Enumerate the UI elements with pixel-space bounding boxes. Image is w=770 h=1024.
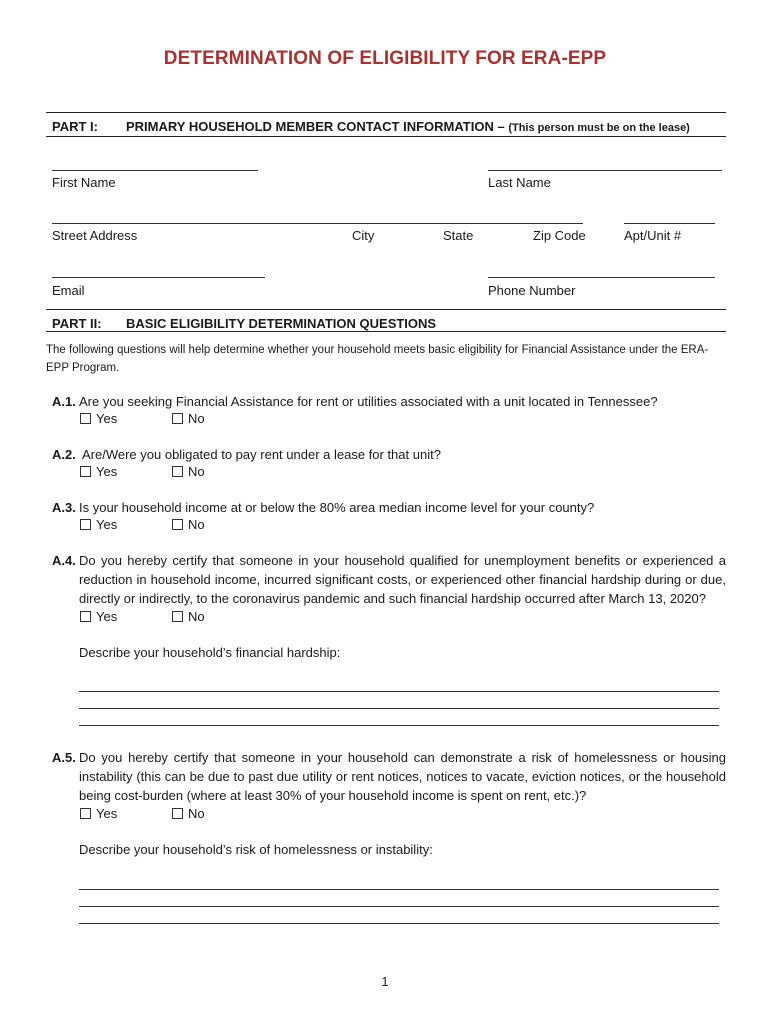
option-label: Yes xyxy=(96,411,118,426)
part1-note: (This person must be on the lease) xyxy=(508,122,690,134)
a1-yes-checkbox[interactable] xyxy=(80,411,117,426)
question-a4-text: Do you hereby certify that someone in your household qualified for unemployment benefits or experienced a reduction in household income, incurred significant costs, or experienced other financial hardship during or due, directly or indirectly, to the coronavirus pandemic and such financial hardship occurred after March 13, 2020? xyxy=(79,553,726,606)
a4-yes-checkbox[interactable] xyxy=(80,609,117,624)
a1-no-checkbox[interactable] xyxy=(172,411,205,426)
section-divider xyxy=(46,136,726,137)
a2-yes-checkbox[interactable] xyxy=(80,464,117,479)
section-divider xyxy=(46,112,726,113)
question-a3-text: Is your household income at or below the 80% area median income level for your county? xyxy=(79,500,595,515)
checkbox-icon xyxy=(80,519,91,530)
part2-intro: The following questions will help determine whether your household meets basic eligibility for Financial Assistance under the ERA-EPP Program. xyxy=(46,344,709,374)
apt-unit-field[interactable] xyxy=(624,223,715,224)
a4-no-checkbox[interactable] xyxy=(172,609,205,624)
a5-no-checkbox[interactable] xyxy=(172,806,205,821)
part2-title: BASIC ELIGIBILITY DETERMINATION QUESTIONS xyxy=(126,316,437,331)
a3-no-checkbox[interactable] xyxy=(172,517,205,532)
checkbox-icon xyxy=(80,611,91,622)
a5-yes-checkbox[interactable] xyxy=(80,806,117,821)
option-label: No xyxy=(188,411,205,426)
a4-response-line[interactable] xyxy=(79,725,719,726)
checkbox-icon xyxy=(172,611,183,622)
question-number: A.3. xyxy=(52,500,76,515)
section-divider xyxy=(46,331,726,332)
checkbox-icon xyxy=(172,519,183,530)
a5-response-line[interactable] xyxy=(79,923,719,924)
a4-response-line[interactable] xyxy=(79,708,719,709)
phone-label: Phone Number xyxy=(488,283,576,298)
option-label: Yes xyxy=(96,517,118,532)
question-number: A.2. xyxy=(52,447,76,462)
question-number: A.1. xyxy=(52,394,76,409)
address-field[interactable] xyxy=(52,223,583,224)
option-label: No xyxy=(188,806,205,821)
first-name-label: First Name xyxy=(52,175,116,190)
checkbox-icon xyxy=(80,413,91,424)
checkbox-icon xyxy=(80,466,91,477)
part2-label: PART II: xyxy=(52,316,102,331)
city-label: City xyxy=(352,228,375,243)
question-a2-text: Are/Were you obligated to pay rent under a lease for that unit? xyxy=(82,447,441,462)
option-label: Yes xyxy=(96,609,118,624)
checkbox-icon xyxy=(172,808,183,819)
email-field[interactable] xyxy=(52,277,265,278)
option-label: No xyxy=(188,517,205,532)
a5-response-line[interactable] xyxy=(79,906,719,907)
question-number: A.5. xyxy=(52,750,76,765)
option-label: Yes xyxy=(96,806,118,821)
email-label: Email xyxy=(52,283,85,298)
apt-unit-label: Apt/Unit # xyxy=(624,228,682,243)
page-number: 1 xyxy=(381,974,389,989)
a4-response-line[interactable] xyxy=(79,691,719,692)
a2-no-checkbox[interactable] xyxy=(172,464,205,479)
a4-describe-label: Describe your household’s financial hardship: xyxy=(79,645,341,660)
checkbox-icon xyxy=(172,413,183,424)
a3-yes-checkbox[interactable] xyxy=(80,517,117,532)
street-address-label: Street Address xyxy=(52,228,138,243)
last-name-label: Last Name xyxy=(488,175,551,190)
option-label: No xyxy=(188,464,205,479)
phone-field[interactable] xyxy=(488,277,715,278)
part1-title xyxy=(126,119,690,134)
option-label: Yes xyxy=(96,464,118,479)
document-title: DETERMINATION OF ELIGIBILITY FOR ERA-EPP xyxy=(163,48,607,69)
first-name-field[interactable] xyxy=(52,170,258,171)
state-label: State xyxy=(443,228,474,243)
zip-code-label: Zip Code xyxy=(533,228,586,243)
a5-describe-label: Describe your household’s risk of homelessness or instability: xyxy=(79,842,433,857)
part1-title-text: PRIMARY HOUSEHOLD MEMBER CONTACT INFORMATION – xyxy=(126,119,505,134)
question-a1-text: Are you seeking Financial Assistance for rent or utilities associated with a unit located in Tennessee? xyxy=(79,394,658,409)
a5-response-line[interactable] xyxy=(79,889,719,890)
last-name-field[interactable] xyxy=(488,170,722,171)
question-a5-text: Do you hereby certify that someone in your household can demonstrate a risk of homelessness or housing instability (this can be due to past due utility or rent notices, notices to vacate, eviction notices, or the household being cost-burden (where at least 30% of your household income is spent on rent, etc.)? xyxy=(79,750,726,803)
checkbox-icon xyxy=(172,466,183,477)
checkbox-icon xyxy=(80,808,91,819)
part1-label: PART I: xyxy=(52,119,98,134)
section-divider xyxy=(46,309,726,310)
question-number: A.4. xyxy=(52,553,76,568)
option-label: No xyxy=(188,609,205,624)
